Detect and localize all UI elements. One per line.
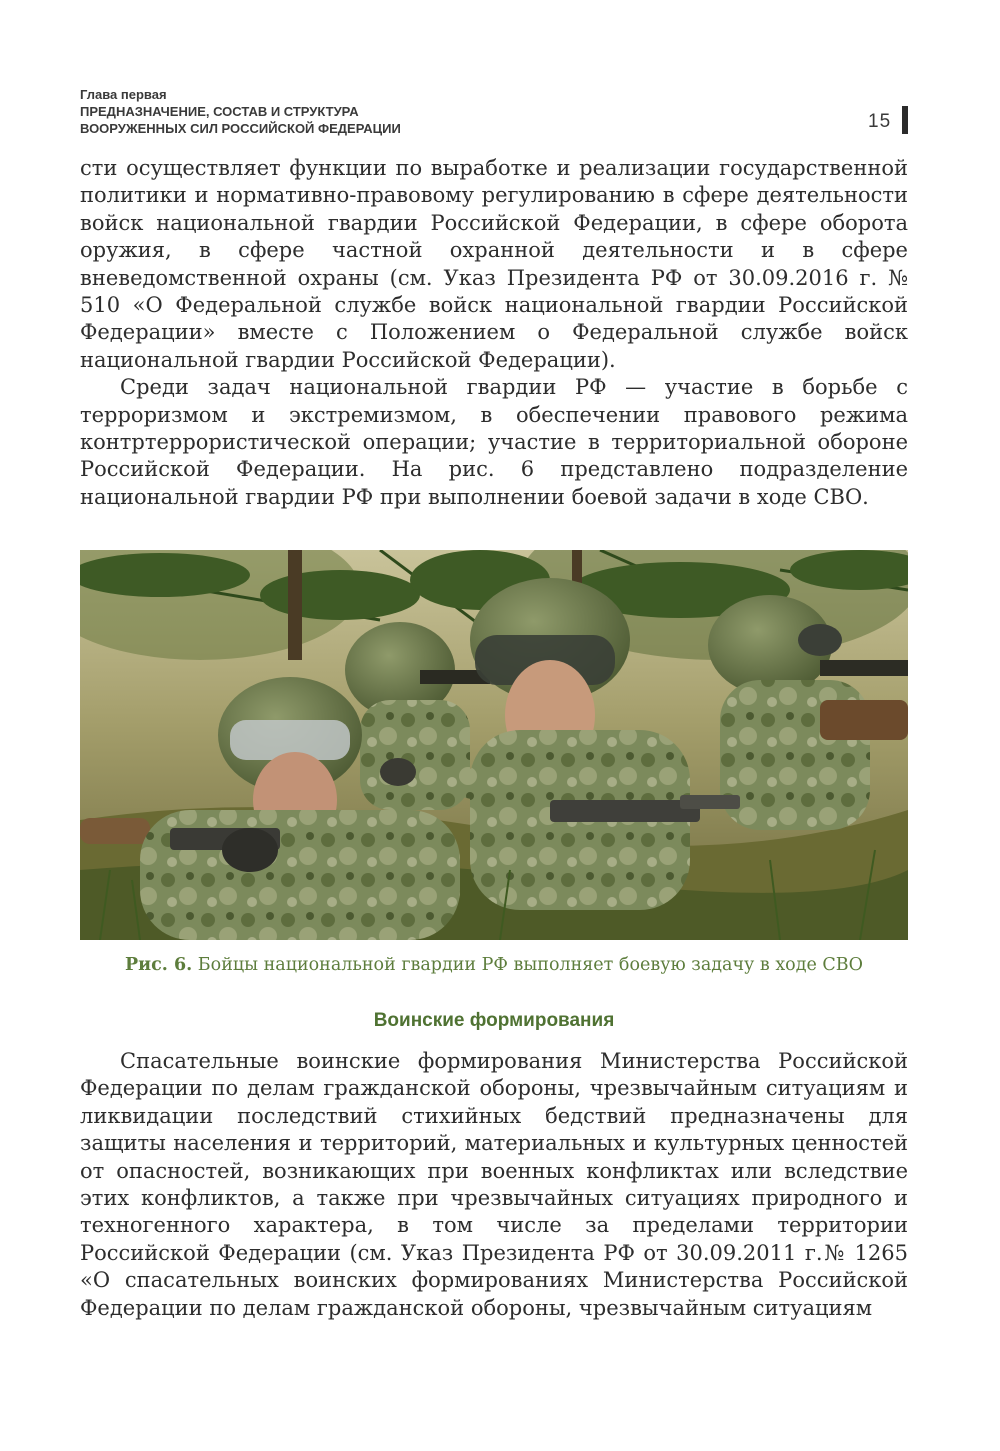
figure-photo <box>80 550 908 940</box>
section-heading: Воинские формирования <box>373 1010 615 1031</box>
page-number: 15 <box>868 111 892 132</box>
paragraph-national-guard-tasks: Среди задач национальной гвардии РФ — участие в борьбе с терроризмом и экстремизмом, в обеспечении правового режима контртеррористической операции; участие в территориальной обороне Российской Федерации. На рис. 6 представлено подразделение национальной гвардии РФ при выполнении боевой задачи в ходе СВО. <box>80 375 908 509</box>
body-text-bottom <box>80 1048 908 1322</box>
figure-label: Рис. 6. <box>124 955 193 975</box>
figure-caption <box>80 955 908 975</box>
figure-caption-text: Бойцы национальной гвардии РФ выполняет боевую задачу в ходе СВО <box>197 955 864 975</box>
chapter-title-line2: ВООРУЖЕННЫХ СИЛ РОССИЙСКОЙ ФЕДЕРАЦИИ <box>80 121 401 136</box>
chapter-label: Глава первая <box>80 87 167 102</box>
running-head <box>80 86 401 137</box>
body-text-top <box>80 155 908 511</box>
page-number-bar <box>902 106 908 134</box>
paragraph-rescue-units: Спасательные воинские формирования Министерства Российской Федерации по делам гражданской обороны, чрезвычайным ситуациям и ликвидации последствий стихийных бедствий предназначены для защиты населения и территорий, материальных и культурных ценностей от опасностей, возникающих при военных конфликтах или вследствие этих конфликтов, а также при чрезвычайных ситуациях природного и техногенного характера, в том числе за пределами территории Российской Федерации (см. Указ Президента РФ от 30.09.2011 г.№ 1265 «О спасательных воинских формированиях Министерства Российской Федерации по делам гражданской обороны, чрезвычайным ситуациям <box>80 1049 908 1320</box>
paragraph-continuation: сти осуществляет функции по выработке и реализации государственной политики и нормативно-правовому регулированию в сфере деятельности войск национальной гвардии Российской Федерации, в сфере оборота оружия, в сфере частной охранной деятельности и в сфере вневедомственной охраны (см. Указ Президента РФ от 30.09.2016 г. № 510 «О Федеральной службе войск национальной гвардии Российской Федерации» вместе с Положением о Федеральной службе войск национальной гвардии Российской Федерации). <box>80 156 908 372</box>
chapter-title-line1: ПРЕДНАЗНАЧЕНИЕ, СОСТАВ И СТРУКТУРА <box>80 104 359 119</box>
